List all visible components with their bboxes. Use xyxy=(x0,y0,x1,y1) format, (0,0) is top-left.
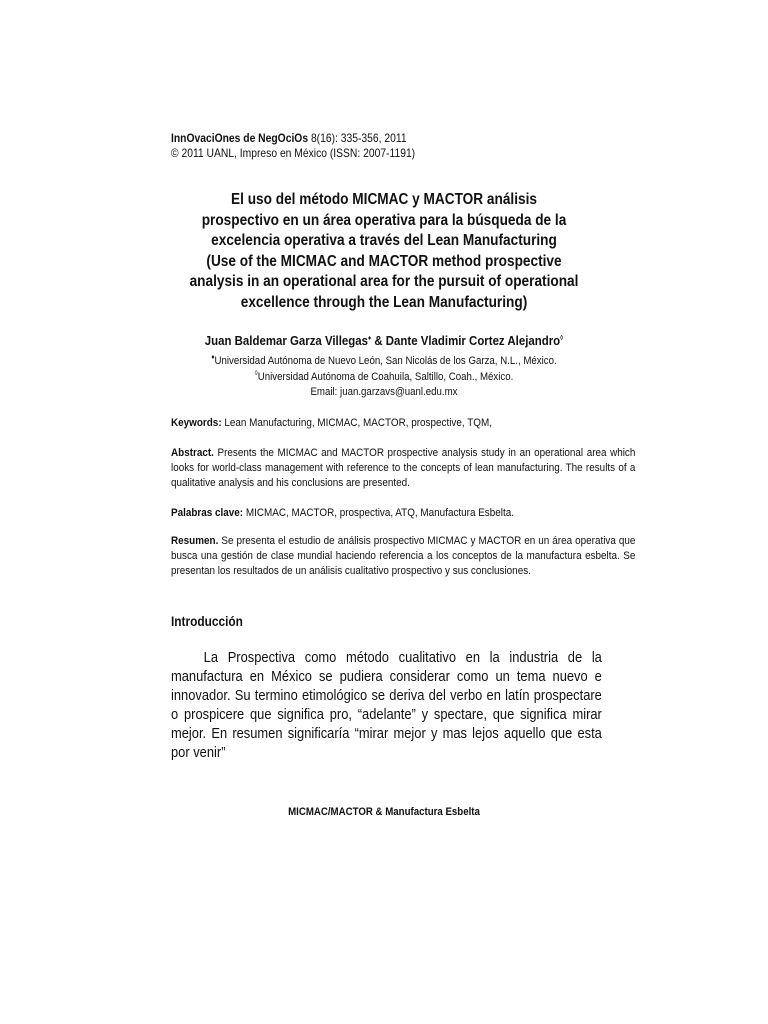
title-line: (Use of the MICMAC and MACTOR method prospective xyxy=(206,252,562,270)
affiliation-marker: ◊ xyxy=(560,335,564,342)
affiliation xyxy=(152,354,617,367)
journal-header xyxy=(171,131,415,161)
author-name: Juan Baldemar Garza Villegas xyxy=(204,333,368,348)
keywords-label: Keywords: xyxy=(171,417,222,429)
keywords xyxy=(171,416,636,431)
author-name: Dante Vladimir Cortez Alejandro xyxy=(385,333,561,348)
journal-citation-line xyxy=(171,131,415,146)
author-separator: & xyxy=(371,333,386,348)
resumen-label: Resumen. xyxy=(171,535,219,547)
running-footer: MICMAC/MACTOR & Manufactura Esbelta xyxy=(288,806,480,818)
journal-citation: 8(16): 335-356, 2011 xyxy=(308,131,407,145)
keywords-text: Lean Manufacturing, MICMAC, MACTOR, prospective, TQM, xyxy=(221,417,492,429)
title-line: excellence through the Lean Manufacturing) xyxy=(240,293,528,311)
palabras-clave-label: Palabras clave: xyxy=(171,507,244,519)
title-line: prospectivo en un área operativa para la búsqueda de la xyxy=(201,211,567,229)
journal-copyright: © 2011 UANL, Impreso en México (ISSN: 2007-1191) xyxy=(171,146,416,160)
introduction-body xyxy=(171,648,602,762)
journal-name: InnOvaciOnes de NegOciOs xyxy=(171,131,309,145)
section-heading: Introducción xyxy=(171,614,243,629)
author-list xyxy=(152,333,617,348)
title-line: excelencia operativa a través del Lean Manufacturing xyxy=(211,232,557,249)
affiliation-text: Universidad Autónoma de Nuevo León, San Nicolás de los Garza, N.L., México. xyxy=(214,355,557,367)
author-email: Email: juan.garzavs@uanl.edu.mx xyxy=(310,386,458,398)
resumen xyxy=(171,534,636,579)
palabras-clave xyxy=(171,506,636,521)
palabras-clave-text: MICMAC, MACTOR, prospectiva, ATQ, Manufactura Esbelta. xyxy=(243,507,514,519)
affiliation-marker: ♦ xyxy=(367,335,372,342)
title-line: analysis in an operational area for the pursuit of operational xyxy=(189,273,579,290)
paper-title xyxy=(150,190,618,313)
abstract-text: Presents the MICMAC and MACTOR prospective analysis study in an operational area which looks for world-class management with reference to the concepts of lean manufacturing. The results of a qualitative analysis and his conclusions are presented. xyxy=(171,447,636,489)
affiliation-text: Universidad Autónoma de Coahuila, Saltillo, Coah., México. xyxy=(257,371,514,383)
introduction-paragraph: La Prospectiva como método cualitativo en la industria de la manufactura en México se pudiera considerar como un tema nuevo e innovador. Su termino etimológico se deriva del verbo en latín prospectare o prospicere que significa pro, “adelante” y spectare, que significa mirar mejor. En resumen significaría “mirar mejor y mas lejos aquello que esta por venir” xyxy=(171,649,602,761)
resumen-text: Se presenta el estudio de análisis prospectivo MICMAC y MACTOR en un área operativa que busca una gestión de clase mundial haciendo referencia a los conceptos de la manufactura esbelta. Se presentan los resultados de un análisis cualitativo prospectivo y sus conclusiones. xyxy=(171,535,636,577)
affiliation-marker: ◊ xyxy=(254,370,258,377)
affiliation-marker: ♦ xyxy=(211,354,215,361)
abstract-label: Abstract. xyxy=(171,447,214,459)
title-line: El uso del método MICMAC y MACTOR análisis xyxy=(231,191,537,208)
affiliation xyxy=(152,370,617,383)
abstract xyxy=(171,446,636,491)
